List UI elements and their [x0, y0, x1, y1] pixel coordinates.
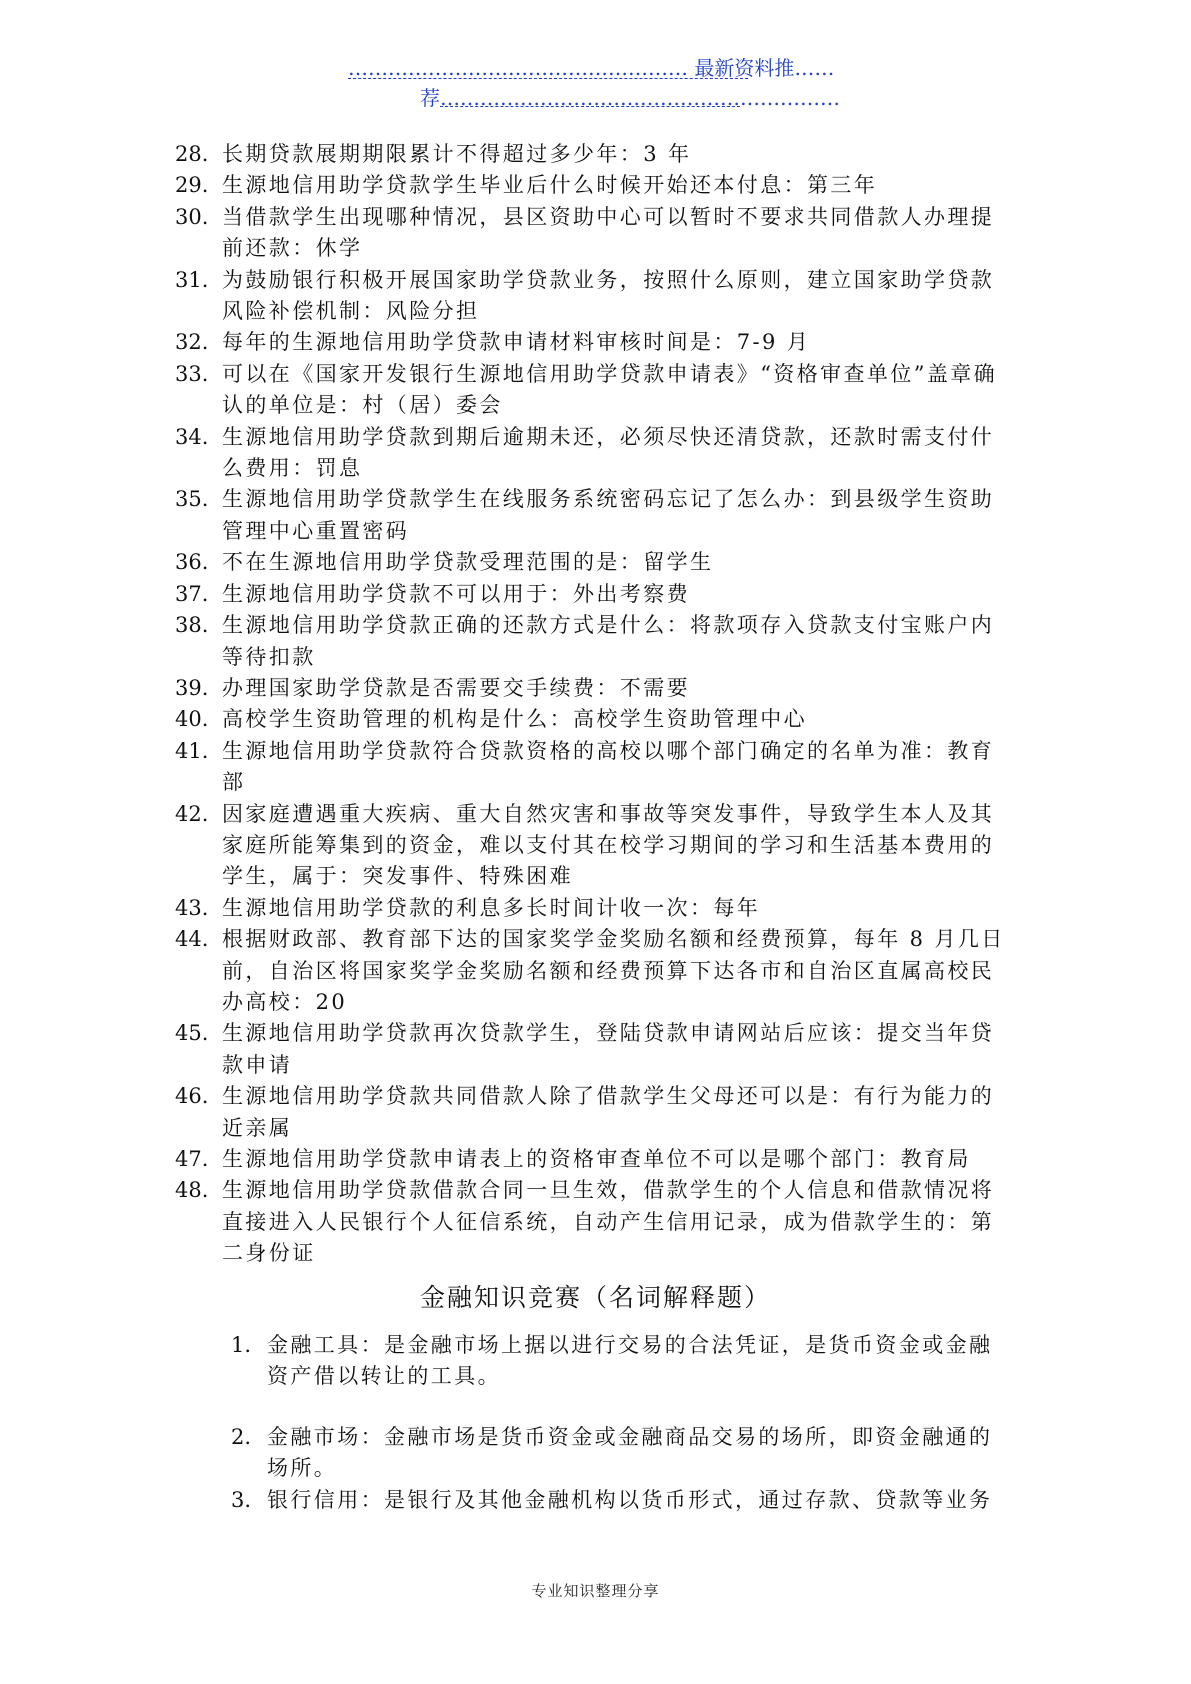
question-text: 生源地信用助学贷款正确的还款方式是什么：将款项存入贷款支付宝账户内等待扣款: [222, 613, 995, 669]
question-number: 35.: [175, 487, 209, 512]
question-number: 34.: [175, 424, 209, 449]
question-number: 46.: [175, 1084, 209, 1109]
term-number: 2.: [231, 1424, 252, 1449]
question-item: [175, 202, 1015, 265]
term-list: [215, 1330, 1015, 1516]
question-number: 33.: [175, 361, 209, 386]
question-text: 生源地信用助学贷款申请表上的资格审查单位不可以是哪个部门：教育局: [222, 1147, 971, 1171]
question-text: 因家庭遭遇重大疾病、重大自然灾害和事故等突发事件，导致学生本人及其家庭所能筹集到的资金，难以支付其在校学习期间的学习和生活基本费用的学生，属于：突发事件、特殊困难: [222, 801, 995, 889]
question-text: 生源地信用助学贷款学生在线服务系统密码忘记了怎么办：到县级学生资助管理中心重置密码: [222, 487, 995, 543]
question-text: 生源地信用助学贷款借款合同一旦生效，借款学生的个人信息和借款情况将直接进入人民银行个人征信系统，自动产生信用记录，成为借款学生的：第二身份证: [222, 1178, 995, 1266]
question-item: [175, 673, 1015, 704]
question-item: [175, 359, 1015, 422]
section-title: 金融知识竞赛（名词解释题）: [419, 1283, 771, 1312]
question-text: 生源地信用助学贷款符合贷款资格的高校以哪个部门确定的名单为准：教育部: [222, 738, 995, 795]
question-text: 生源地信用助学贷款学生毕业后什么时候开始还本付息：第三年: [222, 173, 878, 198]
question-number: 29.: [175, 173, 209, 198]
question-text: 为鼓励银行积极开展国家助学贷款业务，按照什么原则，建立国家助学贷款风险补偿机制：风险分担: [222, 267, 995, 324]
question-number: 31.: [175, 267, 209, 292]
question-number: 42.: [175, 801, 209, 826]
question-item: [175, 799, 1015, 893]
question-text: 生源地信用助学贷款共同借款人除了借款学生父母还可以是：有行为能力的近亲属: [222, 1084, 995, 1140]
question-number: 38.: [175, 613, 209, 638]
question-item: [175, 265, 1015, 328]
question-number: 41.: [175, 738, 209, 763]
header-underline-2: [440, 106, 740, 107]
question-number: 32.: [175, 330, 209, 355]
term-item: [215, 1485, 1015, 1516]
term-text: 金融工具：是金融市场上据以进行交易的合法凭证，是货币资金或金融资产借以转让的工具。: [267, 1333, 993, 1389]
question-text: 不在生源地信用助学贷款受理范围的是：留学生: [222, 550, 714, 575]
question-text: 办理国家助学贷款是否需要交手续费：不需要: [222, 675, 690, 700]
question-item: [175, 484, 1015, 547]
question-item: [175, 1018, 1015, 1081]
question-item: [175, 1175, 1015, 1269]
question-item: [175, 1081, 1015, 1144]
header-underline-1: [348, 78, 748, 79]
term-item: [215, 1330, 1015, 1393]
question-number: 28.: [175, 142, 209, 166]
question-text: 当借款学生出现哪种情况，县区资助中心可以暂时不要求共同借款人办理提前还款：休学: [222, 204, 995, 261]
term-text: 金融市场：金融市场是货币资金或金融商品交易的场所，即资金融通的场所。: [267, 1424, 993, 1481]
question-text: 生源地信用助学贷款到期后逾期未还，必须尽快还清贷款，还款时需支付什么费用：罚息: [222, 424, 995, 481]
question-number: 43.: [175, 895, 209, 920]
page-footer: 专业知识整理分享: [531, 1582, 660, 1600]
header-link-line1[interactable]: …………………………………………… 最新资料推……: [348, 56, 835, 80]
question-text: 生源地信用助学贷款再次贷款学生，登陆贷款申请网站后应该：提交当年贷款申请: [222, 1021, 995, 1077]
question-text: 高校学生资助管理的机构是什么：高校学生资助管理中心: [222, 707, 807, 732]
term-number: 3.: [231, 1487, 252, 1512]
question-text: 生源地信用助学贷款不可以用于：外出考察费: [222, 581, 690, 606]
question-text: 长期贷款展期期限累计不得超过多少年：3 年: [222, 142, 692, 166]
question-number: 44.: [175, 927, 209, 952]
question-item: [175, 610, 1015, 673]
term-item: [215, 1422, 1015, 1485]
question-item: [175, 704, 1015, 735]
question-text: 每年的生源地信用助学贷款申请材料审核时间是：7-9 月: [222, 330, 811, 355]
spacer: [215, 1393, 1015, 1422]
question-item: [175, 1144, 1015, 1175]
question-item: [175, 736, 1015, 799]
question-number: 37.: [175, 581, 209, 606]
term-text: 银行信用：是银行及其他金融机构以货币形式，通过存款、贷款等业务: [267, 1487, 993, 1512]
header-link-line2[interactable]: 荐……………………………………………………: [420, 86, 840, 110]
question-item: [175, 327, 1015, 358]
question-item: [175, 422, 1015, 485]
question-number: 30.: [175, 204, 209, 229]
question-list: [175, 139, 1015, 1270]
question-item: [175, 547, 1015, 578]
question-number: 39.: [175, 675, 209, 700]
question-number: 40.: [175, 707, 209, 732]
question-number: 47.: [175, 1147, 209, 1171]
page-header: [300, 52, 940, 112]
term-number: 1.: [231, 1333, 252, 1357]
question-number: 36.: [175, 550, 209, 575]
question-item: [175, 170, 1015, 201]
question-item: [175, 579, 1015, 610]
question-item: [175, 924, 1015, 1018]
question-number: 45.: [175, 1021, 209, 1046]
question-item: [175, 139, 1015, 170]
question-number: 48.: [175, 1178, 209, 1203]
question-text: 根据财政部、教育部下达的国家奖学金奖励名额和经费预算，每年 8 月几日前，自治区将国家奖学金奖励名额和经费预算下达各市和自治区直属高校民办高校：20: [222, 927, 1005, 1014]
question-text: 生源地信用助学贷款的利息多长时间计收一次：每年: [222, 895, 761, 920]
question-text: 可以在《国家开发银行生源地信用助学贷款申请表》“资格审查单位”盖章确认的单位是：村（居）委会: [222, 361, 998, 418]
question-item: [175, 893, 1015, 924]
